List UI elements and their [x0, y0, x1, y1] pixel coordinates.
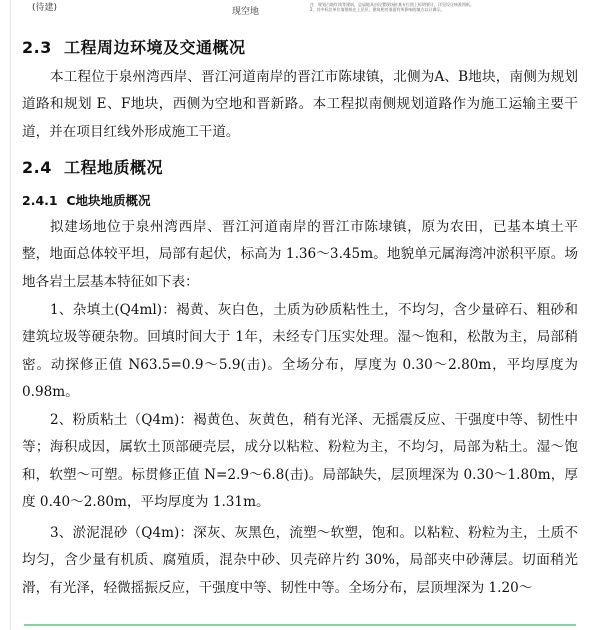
page-edge-line	[10, 0, 11, 630]
section-number: 2.4	[22, 158, 52, 177]
paragraph-layer-3: 3、淤泥混砂（Q4m)：深灰、灰黑色，流塑～软塑，饱和。以粘粒、粉粒为主，土质不均匀，含少量有机质、腐殖质，混杂中砂、贝壳碎片约 30%，局部夹中砂薄层。切面稍光滑，有光泽，轻微摇振反应，干强度中等、韧性中等。全场分布，层顶埋深为 1.20～	[22, 525, 578, 596]
drawing-note: 注：规划占地红线等建筑，总届地具由设置现场桩基专位图上标明要计，详见设计核准图纸。	[310, 2, 474, 7]
section-title: 工程地质概况	[63, 158, 163, 177]
paragraph-layer-2: 2、粉质粘土（Q4m)：褐黄色、灰黄色，稍有光泽、无摇震反应、干强度中等、韧性中等；海积成因，属软土顶部硬壳层，成分以粘粒、粉粒为主，不均匀，局部为粘土。湿～饱和，软塑～可塑。标贯修正值 N=2.9～6.8(击)。局部缺失，层顶埋深为 0.30～1.80m，厚度 0.40～2.80m，平均厚度为 1.31m。	[22, 412, 578, 511]
paragraph-environment: 本工程位于泉州湾西岸、晋江河道南岸的晋江市陈埭镇，北侧为A、B地块，南侧为规划道路和规划 E、F地块，西侧为空地和晋新路。本工程拟南侧规划道路作为施工运输主要干道，并在项目红线外形成施工干道。	[22, 69, 578, 140]
subsection-title: C地块地质概况	[66, 193, 151, 208]
drawing-notes	[310, 2, 474, 12]
paragraph-site-intro: 拟建场地位于泉州湾西岸、晋江河道南岸的晋江市陈埭镇，原为农田，已基本填土平整，地面总体较平坦，局部有起伏，标高为 1.36～3.45m。地貌单元属海湾冲淤积平原。场地各岩土层基本特征如下表：	[22, 219, 578, 290]
pending-label: (待建)	[32, 3, 58, 13]
subsection-heading-2-4-1	[22, 191, 151, 209]
section-heading-2-4	[22, 155, 163, 178]
section-title: 工程周边环境及交通概况	[63, 38, 246, 57]
subsection-number: 2.4.1	[22, 193, 58, 208]
top-drawing-fragment	[0, 0, 600, 22]
page-bottom-line	[24, 624, 576, 626]
drawing-note: 2、其中标注单位请图纸在上层层，建筑相对准面有所影响的填方以计调示。	[310, 7, 445, 12]
paragraph-layer-1: 1、杂填土(Q4ml)：褐黄、灰白色，土质为砂质粘性土，不均匀，含少量碎石、粗砂和建筑垃圾等硬杂物。回填时间大于 1年，未经专门压实处理。湿～饱和，松散为主，局部稍密。动探修正值 N63.5=0.9～5.9(击)。全场分布，厚度为 0.30～2.80m，平均厚度为 0.98m。	[22, 302, 578, 401]
section-heading-2-3	[22, 35, 246, 58]
empty-lot-label: 现空地	[232, 7, 260, 17]
section-number: 2.3	[22, 38, 52, 57]
